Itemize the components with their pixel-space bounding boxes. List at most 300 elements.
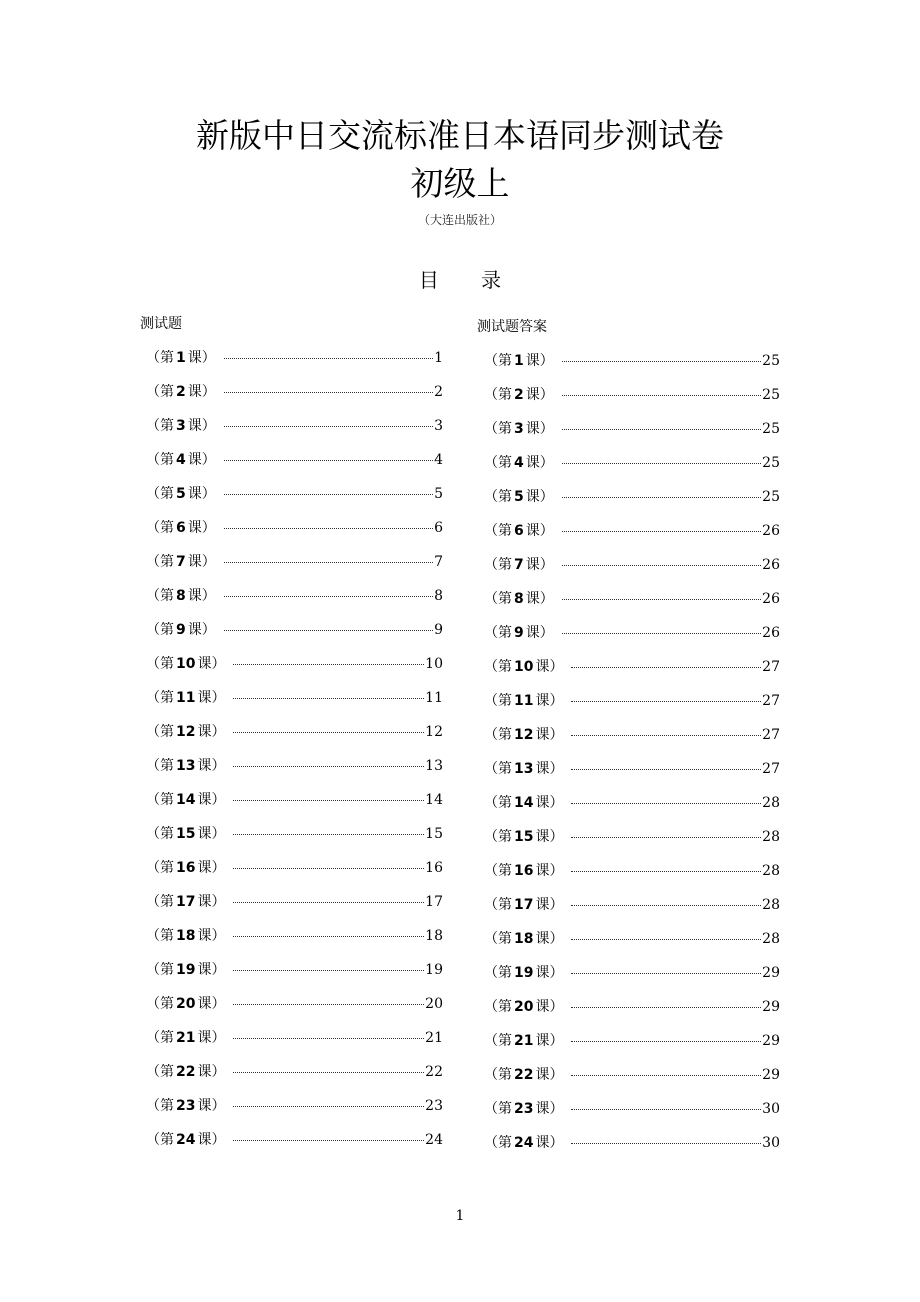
lesson-label	[146, 579, 216, 613]
lesson-suffix: 课）	[197, 996, 226, 1012]
lesson-number: 19	[176, 962, 196, 978]
lesson-number: 4	[514, 455, 524, 471]
lesson-label	[484, 480, 554, 514]
lesson-suffix: 课）	[525, 557, 554, 573]
toc-page-number: 9	[434, 622, 443, 638]
toc-page-number: 30	[762, 1135, 780, 1151]
dot-leader	[233, 834, 424, 835]
lesson-suffix: 课）	[525, 421, 554, 437]
dot-leader	[224, 358, 433, 359]
test-toc-entry[interactable]	[146, 1055, 443, 1089]
lesson-number: 15	[176, 826, 196, 842]
lesson-suffix: 课）	[197, 690, 226, 706]
lesson-suffix: 课）	[535, 795, 564, 811]
lesson-prefix: （第	[484, 795, 512, 811]
lesson-suffix: 课）	[197, 758, 226, 774]
dot-leader	[571, 735, 761, 736]
toc-heading: 目 录	[418, 268, 520, 292]
lesson-label	[484, 650, 563, 684]
dot-leader	[571, 973, 761, 974]
lesson-number: 20	[176, 996, 196, 1012]
lesson-number: 4	[176, 452, 186, 468]
lesson-number: 5	[514, 489, 524, 505]
lesson-number: 14	[514, 795, 534, 811]
lesson-suffix: 课）	[525, 387, 554, 403]
toc-page-number: 27	[762, 761, 780, 777]
lesson-label	[484, 1092, 563, 1126]
test-toc-entry[interactable]	[146, 375, 443, 409]
lesson-prefix: （第	[484, 557, 512, 573]
dot-leader	[571, 1075, 761, 1076]
lesson-prefix: （第	[146, 384, 174, 400]
lesson-number: 16	[176, 860, 196, 876]
lesson-suffix: 课）	[187, 588, 216, 604]
dot-leader	[233, 1072, 424, 1073]
answer-toc-entry[interactable]	[484, 582, 780, 616]
lesson-suffix: 课）	[187, 520, 216, 536]
toc-page-number: 28	[762, 931, 780, 947]
lesson-label	[146, 409, 216, 443]
dot-leader	[224, 630, 433, 631]
test-toc-entry[interactable]	[146, 579, 443, 613]
test-toc-entry[interactable]	[146, 1123, 443, 1157]
lesson-label	[484, 786, 563, 820]
dot-leader	[571, 667, 761, 668]
lesson-prefix: （第	[484, 523, 512, 539]
lesson-prefix: （第	[484, 455, 512, 471]
lesson-label	[484, 854, 563, 888]
lesson-label	[484, 956, 563, 990]
toc-page-number: 28	[762, 863, 780, 879]
lesson-prefix: （第	[484, 999, 512, 1015]
lesson-suffix: 课）	[535, 897, 564, 913]
test-toc-entry[interactable]	[146, 783, 443, 817]
lesson-label	[484, 752, 563, 786]
lesson-suffix: 课）	[197, 724, 226, 740]
dot-leader	[571, 1007, 761, 1008]
lesson-prefix: （第	[146, 792, 174, 808]
lesson-prefix: （第	[146, 860, 174, 876]
lesson-number: 24	[514, 1135, 534, 1151]
dot-leader	[571, 1041, 761, 1042]
lesson-label	[484, 718, 563, 752]
lesson-suffix: 课）	[525, 523, 554, 539]
lesson-label	[484, 1024, 563, 1058]
test-toc-entry[interactable]	[146, 1021, 443, 1055]
answer-toc-entry[interactable]	[484, 1024, 780, 1058]
lesson-suffix: 课）	[197, 860, 226, 876]
lesson-suffix: 课）	[535, 931, 564, 947]
toc-page-number: 27	[762, 659, 780, 675]
dot-leader	[571, 871, 761, 872]
lesson-prefix: （第	[484, 1101, 512, 1117]
lesson-prefix: （第	[146, 928, 174, 944]
lesson-suffix: 课）	[197, 928, 226, 944]
lesson-prefix: （第	[484, 489, 512, 505]
lesson-prefix: （第	[146, 588, 174, 604]
lesson-number: 24	[176, 1132, 196, 1148]
lesson-number: 18	[514, 931, 534, 947]
answer-toc-entry[interactable]	[484, 344, 780, 378]
lesson-label	[146, 783, 225, 817]
test-toc-entry[interactable]	[146, 511, 443, 545]
lesson-prefix: （第	[484, 829, 512, 845]
lesson-suffix: 课）	[187, 418, 216, 434]
lesson-label	[484, 684, 563, 718]
dot-leader	[224, 392, 433, 393]
answer-toc-entry[interactable]	[484, 548, 780, 582]
answer-toc-entry[interactable]	[484, 752, 780, 786]
toc-page-number: 10	[425, 656, 443, 672]
lesson-prefix: （第	[484, 965, 512, 981]
test-toc-entry[interactable]	[146, 919, 443, 953]
answer-toc-entry[interactable]	[484, 718, 780, 752]
lesson-prefix: （第	[484, 863, 512, 879]
toc-page-number: 25	[762, 489, 780, 505]
lesson-label	[484, 548, 554, 582]
lesson-prefix: （第	[484, 727, 512, 743]
toc-page-number: 26	[762, 591, 780, 607]
dot-leader	[224, 426, 433, 427]
answer-toc-entry[interactable]	[484, 820, 780, 854]
test-toc-entry[interactable]	[146, 987, 443, 1021]
toc-page-number: 30	[762, 1101, 780, 1117]
lesson-prefix: （第	[146, 758, 174, 774]
lesson-label	[146, 375, 216, 409]
toc-page-number: 16	[425, 860, 443, 876]
lesson-prefix: （第	[484, 625, 512, 641]
tests-column-header: 测试题	[140, 316, 182, 332]
toc-page-number: 17	[425, 894, 443, 910]
lesson-number: 12	[176, 724, 196, 740]
lesson-prefix: （第	[484, 693, 512, 709]
lesson-prefix: （第	[146, 1030, 174, 1046]
lesson-number: 7	[176, 554, 186, 570]
lesson-number: 21	[514, 1033, 534, 1049]
test-toc-entry[interactable]	[146, 477, 443, 511]
lesson-suffix: 课）	[197, 1098, 226, 1114]
toc-page-number: 14	[425, 792, 443, 808]
toc-page-number: 25	[762, 455, 780, 471]
test-toc-entry[interactable]	[146, 817, 443, 851]
lesson-prefix: （第	[146, 1064, 174, 1080]
toc-page-number: 26	[762, 523, 780, 539]
dot-leader	[562, 497, 761, 498]
lesson-suffix: 课）	[187, 452, 216, 468]
lesson-prefix: （第	[146, 826, 174, 842]
test-toc-entry[interactable]	[146, 851, 443, 885]
lesson-label	[146, 817, 225, 851]
answer-toc-entry[interactable]	[484, 412, 780, 446]
lesson-label	[484, 820, 563, 854]
lesson-number: 17	[514, 897, 534, 913]
lesson-number: 10	[176, 656, 196, 672]
answer-toc-entry[interactable]	[484, 514, 780, 548]
toc-page-number: 4	[434, 452, 443, 468]
lesson-prefix: （第	[484, 591, 512, 607]
test-toc-entry[interactable]	[146, 715, 443, 749]
lesson-suffix: 课）	[535, 1067, 564, 1083]
lesson-number: 22	[176, 1064, 196, 1080]
dot-leader	[562, 633, 761, 634]
lesson-label	[146, 443, 216, 477]
toc-page-number: 23	[425, 1098, 443, 1114]
lesson-suffix: 课）	[525, 489, 554, 505]
lesson-number: 17	[176, 894, 196, 910]
answer-toc-entry[interactable]	[484, 786, 780, 820]
lesson-prefix: （第	[146, 1098, 174, 1114]
answer-toc-entry[interactable]	[484, 922, 780, 956]
answer-toc-entry[interactable]	[484, 378, 780, 412]
toc-page-number: 25	[762, 387, 780, 403]
dot-leader	[562, 395, 761, 396]
lesson-label	[146, 545, 216, 579]
test-toc-entry[interactable]	[146, 443, 443, 477]
lesson-number: 9	[514, 625, 524, 641]
lesson-suffix: 课）	[535, 659, 564, 675]
toc-page-number: 21	[425, 1030, 443, 1046]
lesson-label	[484, 616, 554, 650]
publisher-note: （大连出版社）	[417, 213, 502, 227]
lesson-label	[484, 1126, 563, 1160]
lesson-suffix: 课）	[535, 1033, 564, 1049]
test-toc-entry[interactable]	[146, 341, 443, 375]
dot-leader	[224, 528, 433, 529]
dot-leader	[233, 936, 424, 937]
lesson-prefix: （第	[484, 931, 512, 947]
lesson-number: 10	[514, 659, 534, 675]
lesson-prefix: （第	[146, 622, 174, 638]
answers-column-header: 测试题答案	[477, 319, 547, 335]
test-toc-entry[interactable]	[146, 647, 443, 681]
lesson-suffix: 课）	[187, 350, 216, 366]
answer-toc-entry[interactable]	[484, 956, 780, 990]
dot-leader	[233, 868, 424, 869]
lesson-prefix: （第	[146, 894, 174, 910]
lesson-prefix: （第	[146, 690, 174, 706]
toc-page-number: 15	[425, 826, 443, 842]
lesson-suffix: 课）	[535, 1135, 564, 1151]
lesson-label	[484, 888, 563, 922]
dot-leader	[233, 1140, 424, 1141]
lesson-number: 1	[514, 353, 524, 369]
answer-toc-entry[interactable]	[484, 854, 780, 888]
lesson-number: 23	[176, 1098, 196, 1114]
dot-leader	[571, 1109, 761, 1110]
toc-page-number: 7	[434, 554, 443, 570]
toc-page-number: 28	[762, 897, 780, 913]
answer-toc-entry[interactable]	[484, 650, 780, 684]
toc-page-number: 27	[762, 727, 780, 743]
lesson-prefix: （第	[146, 350, 174, 366]
lesson-number: 18	[176, 928, 196, 944]
lesson-prefix: （第	[146, 724, 174, 740]
lesson-label	[146, 715, 225, 749]
dot-leader	[571, 803, 761, 804]
dot-leader	[233, 698, 424, 699]
toc-page-number: 27	[762, 693, 780, 709]
dot-leader	[562, 429, 761, 430]
lesson-suffix: 课）	[197, 826, 226, 842]
answer-toc-entry[interactable]	[484, 1126, 780, 1160]
toc-page-number: 2	[434, 384, 443, 400]
test-toc-entry[interactable]	[146, 681, 443, 715]
lesson-prefix: （第	[484, 761, 512, 777]
lesson-prefix: （第	[146, 520, 174, 536]
dot-leader	[571, 837, 761, 838]
dot-leader	[562, 361, 761, 362]
lesson-number: 11	[514, 693, 534, 709]
lesson-number: 13	[514, 761, 534, 777]
lesson-prefix: （第	[146, 486, 174, 502]
lesson-number: 12	[514, 727, 534, 743]
lesson-label	[146, 647, 225, 681]
toc-page-number: 29	[762, 1067, 780, 1083]
lesson-prefix: （第	[484, 353, 512, 369]
test-toc-entry[interactable]	[146, 749, 443, 783]
lesson-label	[484, 1058, 563, 1092]
lesson-number: 6	[514, 523, 524, 539]
lesson-number: 1	[176, 350, 186, 366]
lesson-number: 2	[514, 387, 524, 403]
lesson-label	[484, 378, 554, 412]
lesson-label	[146, 341, 216, 375]
dot-leader	[562, 565, 761, 566]
lesson-label	[146, 1089, 225, 1123]
toc-page-number: 12	[425, 724, 443, 740]
toc-page-number: 8	[434, 588, 443, 604]
toc-page-number: 22	[425, 1064, 443, 1080]
lesson-prefix: （第	[484, 1033, 512, 1049]
lesson-prefix: （第	[146, 962, 174, 978]
lesson-label	[146, 613, 216, 647]
lesson-suffix: 课）	[187, 384, 216, 400]
lesson-label	[484, 990, 563, 1024]
dot-leader	[224, 460, 433, 461]
lesson-suffix: 课）	[187, 486, 216, 502]
lesson-suffix: 课）	[187, 554, 216, 570]
dot-leader	[233, 800, 424, 801]
lesson-suffix: 课）	[525, 455, 554, 471]
lesson-suffix: 课）	[197, 894, 226, 910]
answer-toc-entry[interactable]	[484, 684, 780, 718]
lesson-suffix: 课）	[197, 962, 226, 978]
dot-leader	[562, 599, 761, 600]
toc-page-number: 28	[762, 795, 780, 811]
toc-page-number: 11	[425, 690, 443, 706]
lesson-label	[146, 1021, 225, 1055]
toc-page-number: 18	[425, 928, 443, 944]
test-toc-entry[interactable]	[146, 1089, 443, 1123]
answer-toc-entry[interactable]	[484, 480, 780, 514]
test-toc-entry[interactable]	[146, 409, 443, 443]
lesson-label	[484, 514, 554, 548]
answer-toc-entry[interactable]	[484, 1092, 780, 1126]
answer-toc-entry[interactable]	[484, 888, 780, 922]
lesson-number: 3	[176, 418, 186, 434]
dot-leader	[562, 531, 761, 532]
lesson-number: 9	[176, 622, 186, 638]
lesson-label	[484, 922, 563, 956]
test-toc-entry[interactable]	[146, 885, 443, 919]
lesson-prefix: （第	[484, 659, 512, 675]
toc-page-number: 28	[762, 829, 780, 845]
dot-leader	[571, 701, 761, 702]
lesson-label	[146, 681, 225, 715]
lesson-label	[146, 953, 225, 987]
lesson-suffix: 课）	[535, 1101, 564, 1117]
lesson-number: 7	[514, 557, 524, 573]
dot-leader	[571, 939, 761, 940]
dot-leader	[571, 1143, 761, 1144]
lesson-prefix: （第	[484, 897, 512, 913]
lesson-number: 8	[514, 591, 524, 607]
lesson-suffix: 课）	[535, 863, 564, 879]
toc-page-number: 1	[434, 350, 443, 366]
lesson-label	[484, 582, 554, 616]
lesson-prefix: （第	[146, 996, 174, 1012]
lesson-suffix: 课）	[197, 1064, 226, 1080]
lesson-prefix: （第	[484, 421, 512, 437]
dot-leader	[224, 494, 433, 495]
test-toc-entry[interactable]	[146, 545, 443, 579]
toc-page-number: 20	[425, 996, 443, 1012]
toc-page-number: 5	[434, 486, 443, 502]
test-toc-entry[interactable]	[146, 613, 443, 647]
toc-page-number: 13	[425, 758, 443, 774]
lesson-prefix: （第	[146, 1132, 174, 1148]
lesson-suffix: 课）	[535, 727, 564, 743]
dot-leader	[224, 596, 433, 597]
lesson-number: 19	[514, 965, 534, 981]
answer-toc-entry[interactable]	[484, 446, 780, 480]
answer-toc-entry[interactable]	[484, 990, 780, 1024]
dot-leader	[571, 905, 761, 906]
dot-leader	[233, 766, 424, 767]
lesson-number: 21	[176, 1030, 196, 1046]
lesson-label	[146, 477, 216, 511]
toc-page-number: 25	[762, 353, 780, 369]
toc-page-number: 19	[425, 962, 443, 978]
lesson-suffix: 课）	[197, 1132, 226, 1148]
answers-toc-list	[484, 344, 780, 1160]
answer-toc-entry[interactable]	[484, 1058, 780, 1092]
dot-leader	[233, 1004, 424, 1005]
dot-leader	[233, 664, 424, 665]
lesson-label	[146, 1055, 225, 1089]
toc-page-number: 29	[762, 965, 780, 981]
toc-page-number: 29	[762, 999, 780, 1015]
answer-toc-entry[interactable]	[484, 616, 780, 650]
lesson-number: 8	[176, 588, 186, 604]
page-number: 1	[455, 1208, 465, 1224]
lesson-suffix: 课）	[525, 591, 554, 607]
lesson-prefix: （第	[146, 418, 174, 434]
lesson-number: 20	[514, 999, 534, 1015]
lesson-suffix: 课）	[197, 1030, 226, 1046]
lesson-suffix: 课）	[535, 999, 564, 1015]
document-title: 新版中日交流标准日本语同步测试卷	[196, 116, 724, 155]
lesson-label	[146, 1123, 225, 1157]
lesson-number: 14	[176, 792, 196, 808]
lesson-suffix: 课）	[197, 656, 226, 672]
lesson-number: 6	[176, 520, 186, 536]
test-toc-entry[interactable]	[146, 953, 443, 987]
lesson-number: 16	[514, 863, 534, 879]
toc-page-number: 3	[434, 418, 443, 434]
lesson-prefix: （第	[484, 1067, 512, 1083]
document-subtitle: 初级上	[410, 164, 510, 203]
